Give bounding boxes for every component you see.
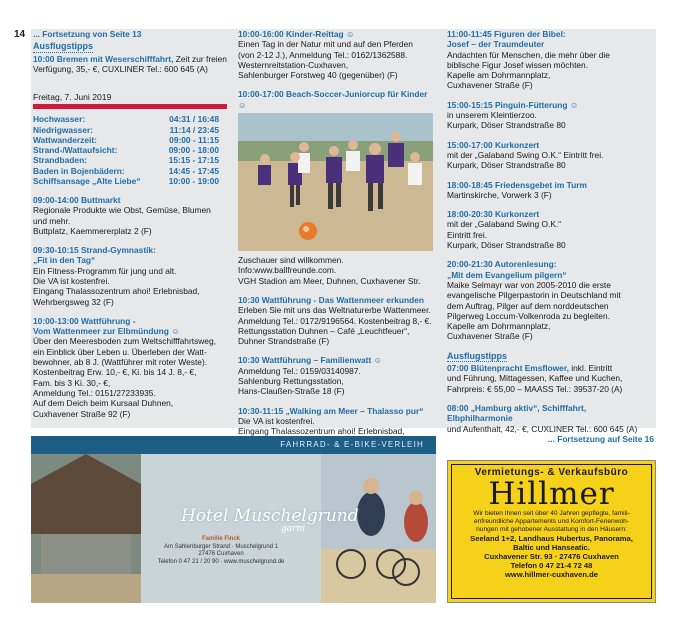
hillmer-advertisement xyxy=(447,460,656,603)
tide-row: Niedrigwasser: 11:14 / 23:45 xyxy=(33,124,219,135)
tide-row: Schiffsansage „Alte Liebe“ 10:00 - 19:00 xyxy=(33,175,219,186)
ad-company-name: Hillmer xyxy=(488,476,615,512)
column-2 xyxy=(238,29,438,447)
tide-row: Wattwanderzeit: 09:00 - 11:15 xyxy=(33,134,219,145)
event-item: 15:00-15:15 Pinguin-Fütterung ☺ in unserem Kleintierzoo. Kurpark, Döser Strandstraße 80 xyxy=(447,99,579,131)
hotel-tagline: garni xyxy=(281,524,306,534)
tide-row: Hochwasser: 04:31 / 16:48 xyxy=(33,114,219,125)
event-item: 18:00-20:30 Kurkonzert mit der „Galaband Swing O.K.“ Eintritt frei. Kurpark, Döser Strandstraße 80 xyxy=(447,209,566,251)
page-number: 14 xyxy=(14,29,26,40)
photo-caption: Zuschauer sind willkommen. Info:www.ballfreunde.com. VGH Stadion am Meer, Duhnen, Cuxhavener Str. xyxy=(238,255,421,286)
event-item: 10:00-17:00 Beach-Soccer-Juniorcup für Kinder ☺ xyxy=(238,89,428,110)
column-1 xyxy=(33,29,227,419)
ad-address: Cuxhavener Str. 93 · 27476 Cuxhaven xyxy=(484,552,619,561)
event-item: 15:00-17:00 Kurkonzert mit der „Galaband Swing O.K.“ Eintritt frei. Kurpark, Döser Strandstraße 80 xyxy=(447,139,604,171)
event-item: 10:30 Wattführung – Familienwatt ☺ Anmeldung Tel.: 0159/03140987. Sahlenburg Rettungsstation, Hans-Claußen-Straße 18 (F) xyxy=(238,355,383,397)
excursions-heading: Ausflugstipps xyxy=(33,41,93,52)
event-item: 09:30-10:15 Strand-Gymnastik: „Fit in den Tag“ Ein Fitness-Programm für jung und alt. Die VA ist kostenfrei. Eingang Thalassozentrum ahoi! Erlebnisbad, Wehrbergsweg 32 (F) xyxy=(33,245,200,307)
column-3 xyxy=(447,29,654,444)
tide-row: Strandbaden: 15:15 - 17:15 xyxy=(33,155,219,166)
hotel-advertisement xyxy=(31,436,436,603)
event-item: 11:00-11:45 Figuren der Bibel: Josef – der Traumdeuter Andachten für Menschen, die mehr über die biblische Figur Josef wissen möchten. Kapelle am Dohrmannplatz, Cuxhavener Straße (F) xyxy=(447,29,610,91)
event-item: 18:00-18:45 Friedensgebet im Turm Martinskirche, Vorwerk 3 (F) xyxy=(447,179,587,200)
event-item: 10:30-11:15 „Walking am Meer – Thalasso pur“ Die VA ist kostenfrei. Eingang Thalassozentrum ahoi! Erlebnisbad, xyxy=(238,405,424,437)
hotel-ad-background xyxy=(31,454,436,603)
beach-soccer-photo xyxy=(238,113,433,251)
ad-website: www.hillmer-cuxhaven.de xyxy=(505,570,598,579)
red-divider xyxy=(33,104,227,109)
continued-from: ... Fortsetzung von Seite 13 xyxy=(33,29,142,39)
hotel-contact: Familie Finck Am Sahlenburger Strand · Muschelgrund 1 27476 Cuxhaven Telefon 0 47 21 / 20 90 · www.muschelgrund.de xyxy=(157,536,285,565)
ad-houses: Seeland 1+2, Landhaus Hubertus, Panorama, Baltic und Hanseatic. xyxy=(470,534,633,552)
excursion-item: 08:00 „Hamburg aktiv“, Schifffahrt, Elbphilharmonie und Aufenthalt, 42,- €, CUXLINER Tel.: 600 645 (A) xyxy=(447,402,638,434)
tide-row: Strand-/Wattaufsicht: 09:00 - 18:00 xyxy=(33,145,219,156)
event-listing xyxy=(31,29,656,444)
photo-illustration xyxy=(238,113,433,251)
ad-description: Wir bieten Ihnen seit über 40 Jahren gepflegte, famili- enfreundliche Appartements und Komfort-Ferienwoh- nungen mit gehobener Ausstattung in den Häusern: xyxy=(473,510,630,533)
date: Freitag, 7. Juni 2019 xyxy=(33,92,112,103)
excursion-item: 10:00 Bremen mit Weserschifffahrt, Zeit zur freien Verfügung, 35,- €, CUXLINER Tel.: 600 645 (A) xyxy=(33,53,227,74)
event-item: 09:00-14:00 Buttmarkt Regionale Produkte wie Obst, Gemüse, Blumen und mehr. Buttplatz, Kaemmererplatz 2 (F) xyxy=(33,194,211,236)
event-item: 10:30 Wattführung - Das Wattenmeer erkunden Erleben Sie mit uns das Weltnaturerbe Wattenmeer. Anmeldung Tel.: 0172/9196564. Kostenbeitrag 8,- €. Rettungsstation Duhnen – Café „Leuchtfeuer“, Duhner Strandstraße (F) xyxy=(238,294,432,347)
hotel-name: Hotel Muschelgrund xyxy=(181,506,359,526)
excursions-heading: Ausflugstipps xyxy=(447,350,507,361)
tide-table xyxy=(33,114,227,185)
continued-to: ... Fortsetzung auf Seite 16 xyxy=(547,433,654,444)
ad-phone: Telefon 0 47 21-4 72 48 xyxy=(510,561,593,570)
event-item: 20:00-21:30 Autorenlesung: „Mit dem Evangelium pilgern“ Maike Selmayr war von 2005-2010 die erste evangelische Pilgerpastorin in Deutschland mit dem Auftrag, Pilger auf dem norddeutschen Pilgerweg Loccum-Volkenroda zu begleiten. Kapelle am Dohrmannplatz, Cuxhavener Straße (F) xyxy=(447,259,621,342)
tide-row: Baden in Bojenbädern: 14:45 - 17:45 xyxy=(33,165,219,176)
excursion-item: 07:00 Blütenpracht Emsflower, inkl. Eintritt und Führung, Mittagessen, Kaffee und Kuchen, Fahrpreis: € 55,00 – MAASS Tel.: 39537-20 (A) xyxy=(447,363,623,394)
date-header xyxy=(33,92,227,109)
event-item: 10:00-16:00 Kinder-Reittag ☺ Einen Tag in der Natur mit und auf den Pferden (von 2-12 J.), Anmeldung Tel.: 0162/1362588. Westernreitstation-Cuxhaven, Sahlenburger Forstweg 40 (gegenüber) (F) xyxy=(238,29,413,81)
event-item: 10:00-13:00 Wattführung - Vom Wattenmeer zur Elbmündung ☺ Über den Meeresboden zum Weltschifffahrtsweg, ein Einblick über Leben u. Überleben der Watt- bewohner, ab 8 J. (Wattführer mit roter Weste). Kostenbeitrag Erw. 10,- €, Ki. bis 14 J. 8,- €, Fam. bis 3 Ki. 30,- €, Anmeldung Tel.: 0151/27233935. Auf dem Deich beim Kursaal Duhnen, Cuxhavener Straße 92 (F) xyxy=(33,315,216,419)
ad-title: Vermietungs- & Verkaufsbüro xyxy=(474,467,629,478)
bike-rental-banner: FAHRRAD- & E-BIKE-VERLEIH xyxy=(31,436,436,454)
